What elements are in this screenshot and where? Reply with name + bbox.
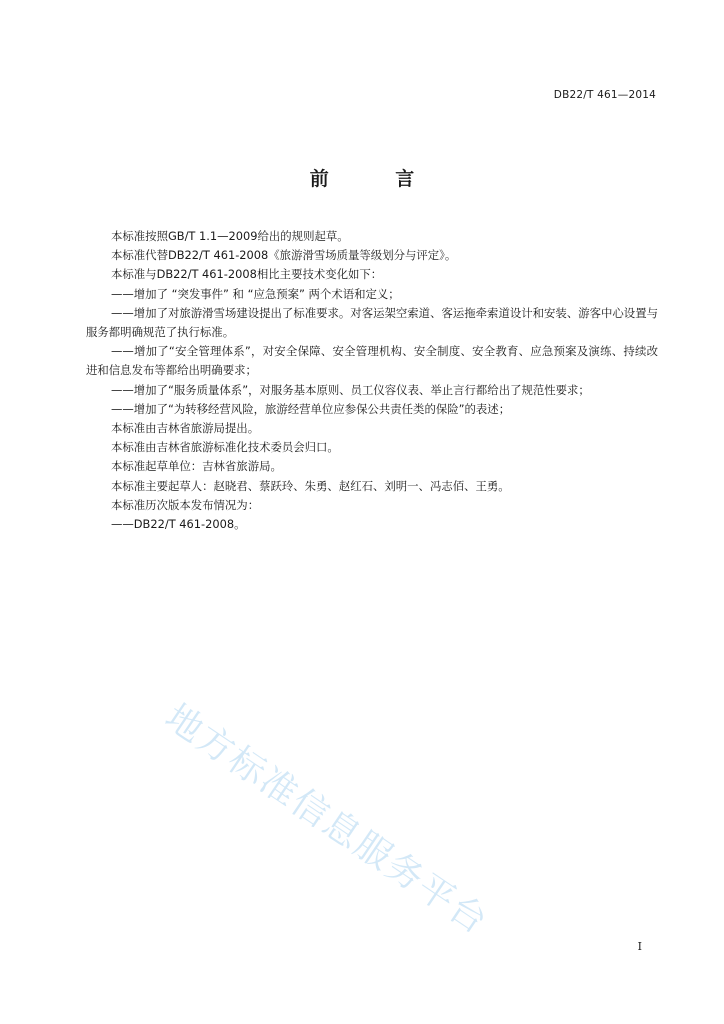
paragraph: 本标准代替DB22/T 461-2008《旅游滑雪场质量等级划分与评定》。 [111, 248, 457, 263]
paragraph: ——增加了“为转移经营风险，旅游经营单位应参保公共责任类的保险”的表述； [111, 401, 511, 416]
section-title: 前 言 [309, 168, 445, 190]
paragraph: ——DB22/T 461-2008。 [111, 517, 246, 532]
page-number: I [637, 940, 642, 953]
paragraph: 本标准主要起草人：赵晓君、蔡跃玲、朱勇、赵红石、刘明一、冯志佰、王勇。 [111, 478, 510, 493]
paragraph: 本标准与DB22/T 461-2008相比主要技术变化如下： [111, 267, 383, 282]
paragraph: ——增加了 “突发事件” 和 “应急预案” 两个术语和定义； [111, 286, 400, 301]
paragraph: 本标准起草单位：吉林省旅游局。 [111, 459, 282, 474]
paragraph: 本标准由吉林省旅游局提出。 [111, 421, 260, 436]
paragraph: ——增加了对旅游滑雪场建设提出了标准要求。对客运架空索道、客运拖牵索道设计和安装、游客中心设置与服务都明确规范了执行标准。 [86, 305, 658, 340]
paragraph: 本标准历次版本发布情况为： [111, 497, 260, 512]
document-code: DB22/T 461—2014 [553, 89, 656, 101]
paragraph: ——增加了“安全管理体系”，对安全保障、安全管理机构、安全制度、安全教育、应急预案及演练、持续改进和信息发布等都给出明确要求； [86, 344, 658, 378]
foreword-body [86, 227, 658, 534]
paragraph: 本标准按照GB/T 1.1—2009给出的规则起草。 [111, 229, 349, 243]
watermark: 地方标准信息服务平台 [157, 696, 496, 944]
paragraph: 本标准由吉林省旅游标准化技术委员会归口。 [111, 440, 339, 455]
paragraph: ——增加了“服务质量体系”，对服务基本原则、员工仪容仪表、举止言行都给出了规范性要求； [111, 382, 590, 397]
